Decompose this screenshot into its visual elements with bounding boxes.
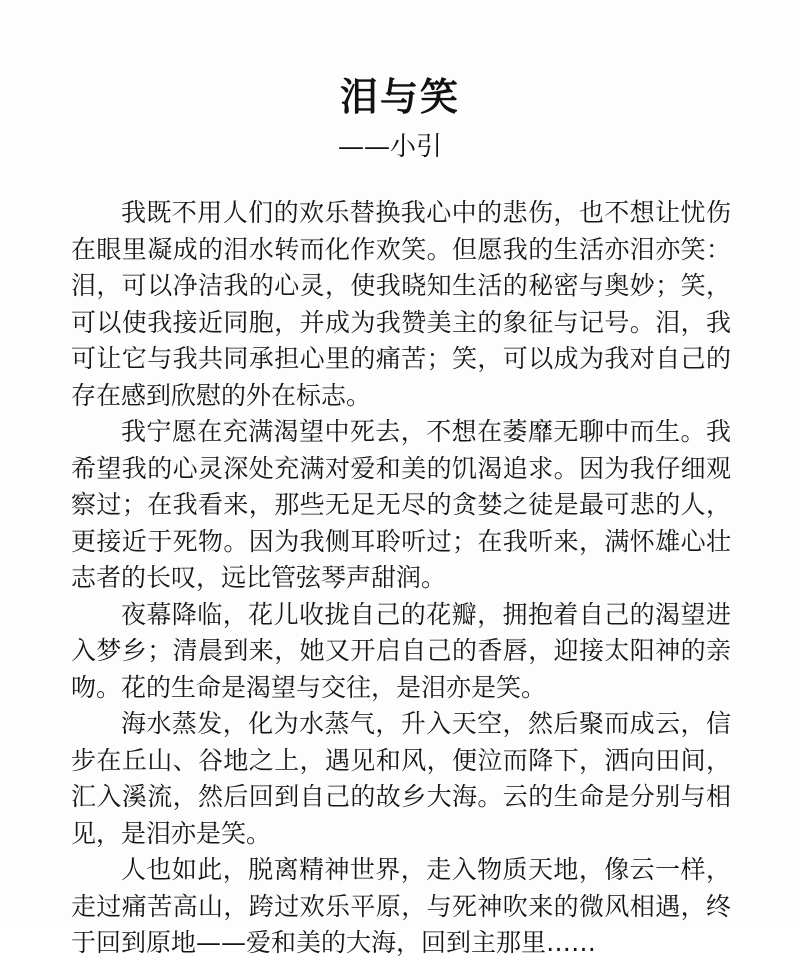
page-title: 泪与笑 [339, 74, 460, 119]
article-body [71, 195, 731, 962]
paragraph-1: 我既不用人们的欢乐替换我心中的悲伤，也不想让忧伤在眼里凝成的泪水转而化作欢笑。但愿我的生活亦泪亦笑：泪，可以净洁我的心灵，使我晓知生活的秘密与奥妙；笑，可以使我接近同胞，并成为我赞美主的象征与记号。泪，我可让它与我共同承担心里的痛苦；笑，可以成为我对自己的存在感到欣慰的外在标志。 [71, 198, 731, 410]
paragraph-2: 我宁愿在充满渴望中死去，不想在萎靡无聊中而生。我希望我的心灵深处充满对爱和美的饥渴追求。因为我仔细观察过；在我看来，那些无足无尽的贪婪之徒是最可悲的人，更接近于死物。因为我侧耳聆听过；在我听来，满怀雄心壮志者的长叹，远比管弦琴声甜润。 [71, 417, 731, 592]
page-subtitle: ——小引 [338, 132, 443, 162]
paragraph-5: 人也如此，脱离精神世界，走入物质天地，像云一样，走过痛苦高山，跨过欢乐平原，与死神吹来的微风相遇，终于回到原地——爱和美的大海，回到主那里…… [71, 855, 731, 957]
paragraph-3: 夜幕降临，花儿收拢自己的花瓣，拥抱着自己的渴望进入梦乡；清晨到来，她又开启自己的香唇，迎接太阳神的亲吻。花的生命是渴望与交往，是泪亦是笑。 [71, 599, 731, 702]
paragraph-4: 海水蒸发，化为水蒸气，升入天空，然后聚而成云，信步在丘山、谷地之上，遇见和风，便泣而降下，洒向田间，汇入溪流，然后回到自己的故乡大海。云的生命是分别与相见，是泪亦是笑。 [71, 709, 731, 848]
